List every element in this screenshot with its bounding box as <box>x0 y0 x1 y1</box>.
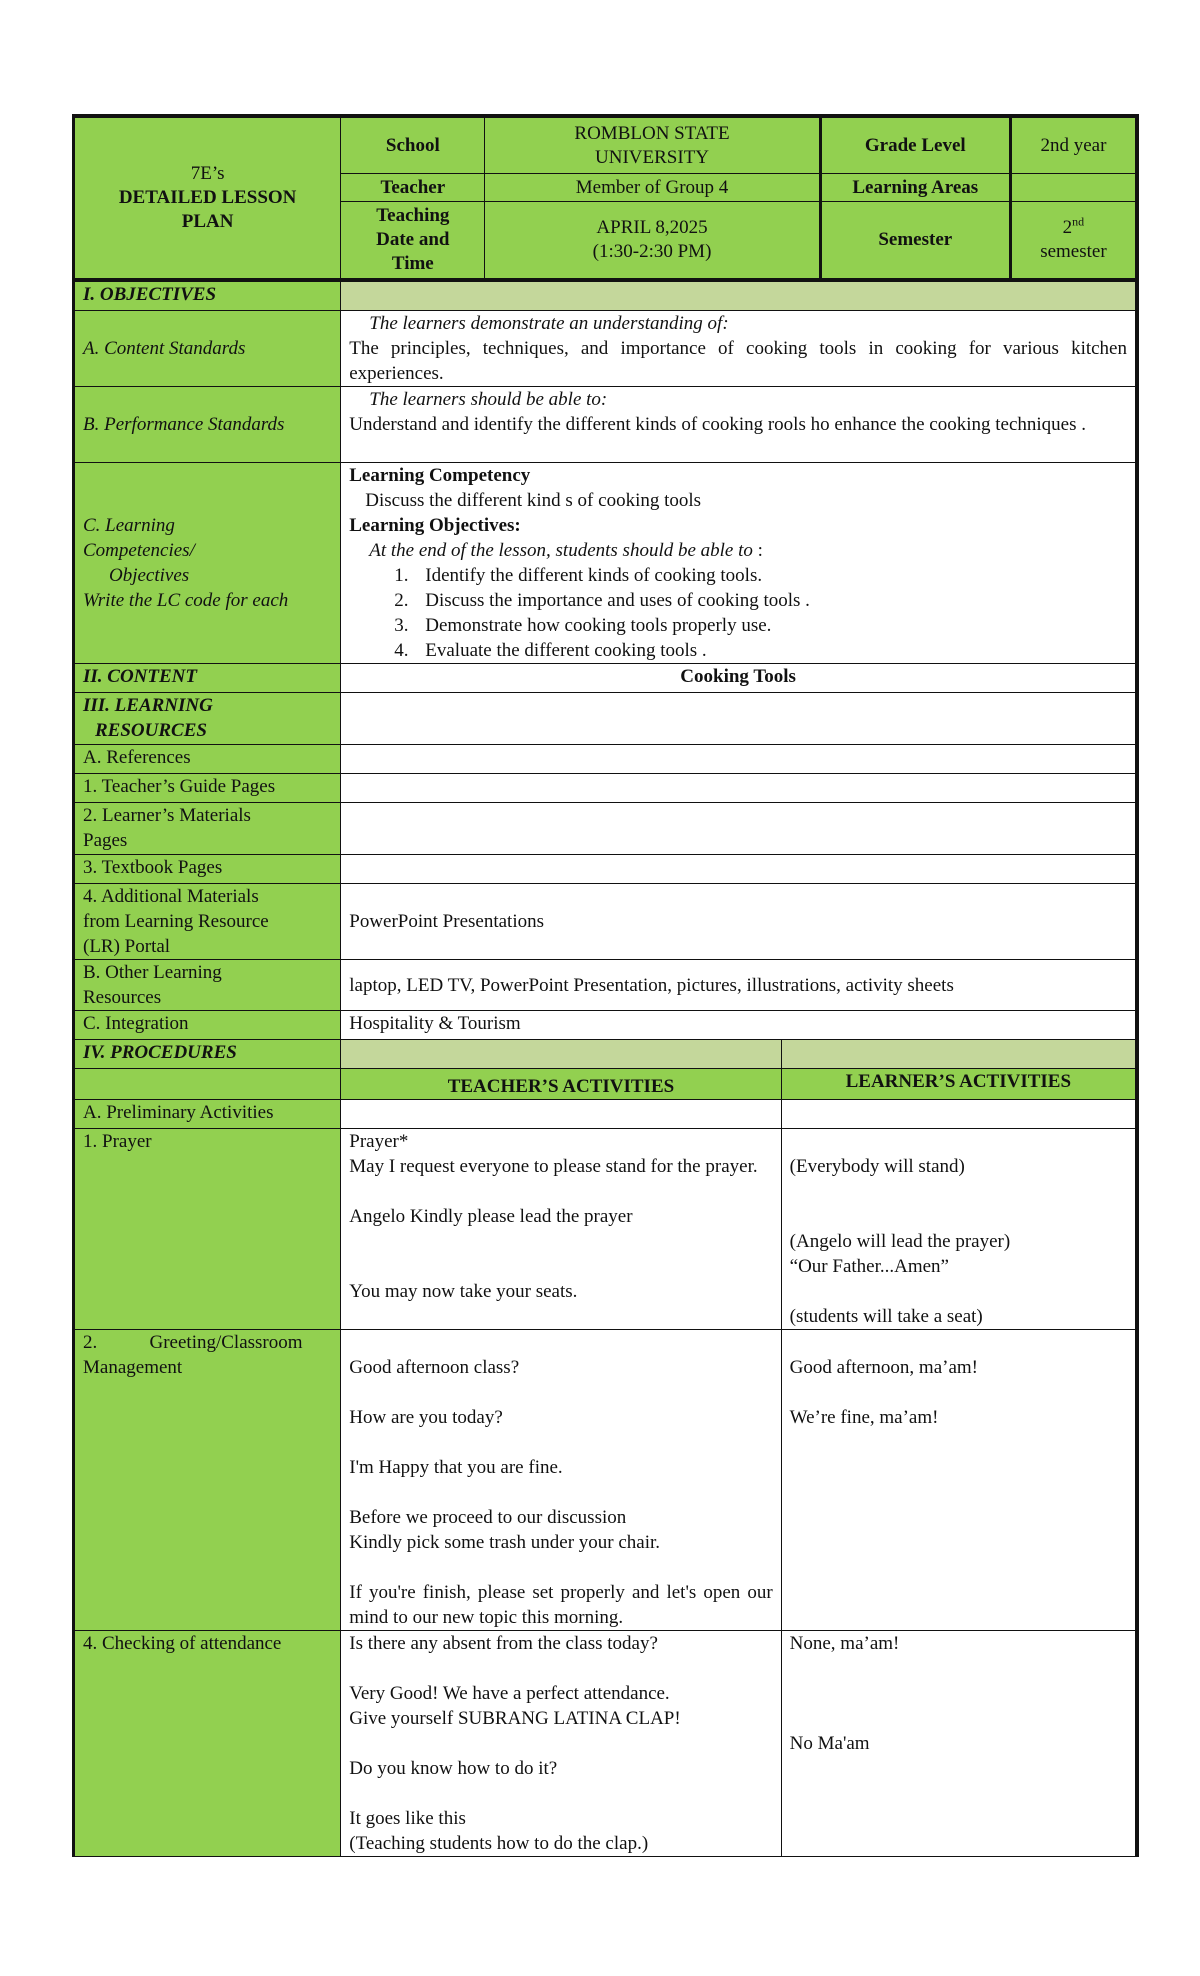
additional-materials-value: PowerPoint Presentations <box>341 884 1136 960</box>
learning-areas-value <box>1010 174 1135 202</box>
performance-standards-label: B. Performance Standards <box>74 387 341 463</box>
objectives-heading: I. OBJECTIVES <box>74 282 341 311</box>
attendance-learner-cell: None, ma’am! No Ma'am <box>781 1631 1135 1857</box>
objectives-heading-fill <box>341 282 1136 311</box>
references-label: A. References <box>74 745 341 774</box>
school-value: ROMBLON STATE UNIVERSITY <box>485 118 820 174</box>
teaching-date-label: Teaching Date and Time <box>341 202 485 280</box>
learning-areas-label: Learning Areas <box>820 174 1010 202</box>
header-table <box>72 117 1136 281</box>
integration-value: Hospitality & Tourism <box>341 1011 1136 1040</box>
procedures-fill-learner <box>781 1040 1135 1069</box>
lc-heading: Learning Competency <box>349 465 531 486</box>
teachers-guide-value <box>341 774 1136 803</box>
integration-label: C. Integration <box>74 1011 341 1040</box>
lo-item: 1. Identify the different kinds of cooking tools. <box>413 563 1127 588</box>
additional-materials-label: 4. Additional Materials from Learning Resource (LR) Portal <box>74 884 341 960</box>
grade-level-value: 2nd year <box>1010 118 1135 174</box>
other-resources-value: laptop, LED TV, PowerPoint Presentation, pictures, illustrations, activity sheets <box>341 960 1136 1011</box>
greeting-learner-cell: Good afternoon, ma’am! We’re fine, ma’am! <box>781 1330 1135 1631</box>
semester-value: 2nd semester <box>1010 202 1135 280</box>
grade-level-label: Grade Level <box>820 118 1010 174</box>
lo-item: 4. Evaluate the different cooking tools . <box>413 638 1127 663</box>
other-resources-label: B. Other Learning Resources <box>74 960 341 1011</box>
textbook-pages-label: 3. Textbook Pages <box>74 855 341 884</box>
lesson-plan-document <box>72 114 1139 1857</box>
teacher-label: Teacher <box>341 174 485 202</box>
semester-label: Semester <box>820 202 1010 280</box>
learner-activities-header: LEARNER’S ACTIVITIES <box>781 1069 1135 1100</box>
preliminary-teacher-cell <box>341 1100 781 1129</box>
greeting-teacher-cell: Good afternoon class? How are you today? I'm Happy that you are fine. Before we proceed to our discussion Kindly pick some trash under your chair. If you're finish, please set properly and let's open our mind to our new topic this morning. <box>341 1330 781 1631</box>
attendance-teacher-cell: Is there any absent from the class today? Very Good! We have a perfect attendance. Give yourself SUBRANG LATINA CLAP! Do you know how to do it? It goes like this (Teaching students how to do the clap.) <box>341 1631 781 1857</box>
preliminary-activities-label: A. Preliminary Activities <box>74 1100 341 1129</box>
school-label: School <box>341 118 485 174</box>
teachers-guide-label: 1. Teacher’s Guide Pages <box>74 774 341 803</box>
learning-resources-value <box>341 693 1136 745</box>
content-heading: II. CONTENT <box>74 664 341 693</box>
teacher-value: Member of Group 4 <box>485 174 820 202</box>
lo-intro: At the end of the lesson, students should be able to : <box>369 540 763 561</box>
lesson-body-table <box>72 281 1136 1857</box>
learners-materials-label: 2. Learner’s Materials Pages <box>74 803 341 855</box>
procedures-fill-teacher <box>341 1040 781 1069</box>
content-value: Cooking Tools <box>341 664 1136 693</box>
greeting-label: 2. Greeting/Classroom Management <box>74 1330 341 1631</box>
learning-resources-heading: III. LEARNING RESOURCES <box>74 693 341 745</box>
attendance-label: 4. Checking of attendance <box>74 1631 341 1857</box>
teacher-activities-header: TEACHER’S ACTIVITIES <box>341 1069 781 1100</box>
procedures-heading: IV. PROCEDURES <box>74 1040 341 1069</box>
lc-text: Discuss the different kind s of cooking tools <box>365 490 702 511</box>
content-standards-label: A. Content Standards <box>74 311 341 387</box>
lo-list <box>349 563 1127 663</box>
lo-item: 3. Demonstrate how cooking tools properly use. <box>413 613 1127 638</box>
teaching-date-value: APRIL 8,2025 (1:30-2:30 PM) <box>485 202 820 280</box>
learning-competencies-value <box>341 463 1136 664</box>
prayer-teacher-cell: Prayer* May I request everyone to please stand for the prayer. Angelo Kindly please lead the prayer You may now take your seats. <box>341 1129 781 1330</box>
prayer-learner-cell: (Everybody will stand) (Angelo will lead the prayer) “Our Father...Amen” (students will take a seat) <box>781 1129 1135 1330</box>
lo-heading: Learning Objectives: <box>349 515 521 536</box>
learning-competencies-label: C. Learning Competencies/ Objectives Write the LC code for each <box>74 463 341 664</box>
references-value <box>341 745 1136 774</box>
performance-standards-value: The learners should be able to: Understand and identify the different kinds of cooking rools ho enhance the cooking techniques . <box>341 387 1136 463</box>
prayer-label: 1. Prayer <box>74 1129 341 1330</box>
textbook-pages-value <box>341 855 1136 884</box>
content-standards-value: The learners demonstrate an understanding of: The principles, techniques, and importance of cooking tools in cooking for various kitchen experiences. <box>341 311 1136 387</box>
lo-item: 2. Discuss the importance and uses of cooking tools . <box>413 588 1127 613</box>
procedures-column-header-blank <box>74 1069 341 1100</box>
learners-materials-value <box>341 803 1136 855</box>
preliminary-learner-cell <box>781 1100 1135 1129</box>
lesson-plan-title: 7E’s DETAILED LESSON PLAN <box>74 118 341 280</box>
